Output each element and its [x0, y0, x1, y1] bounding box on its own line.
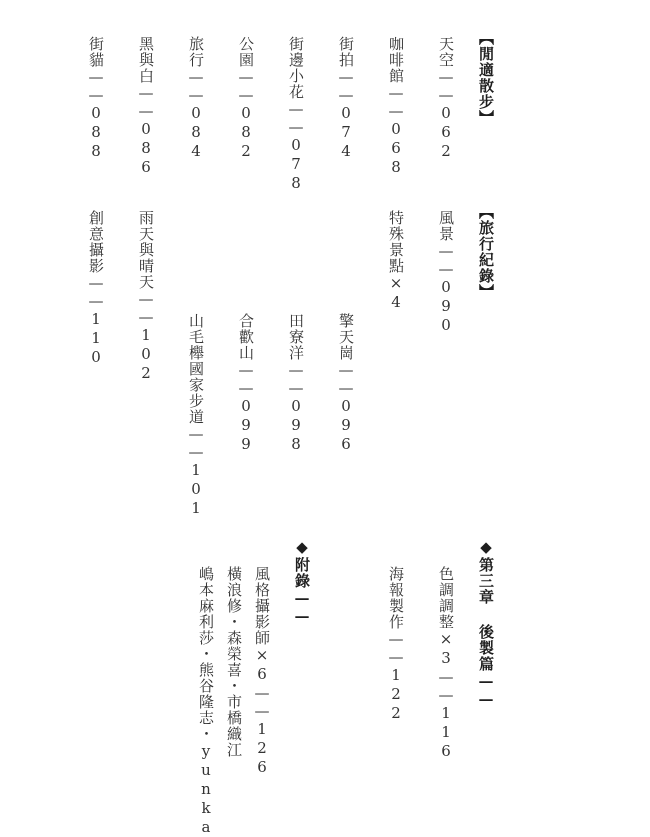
leader-line: ——: [137, 84, 155, 120]
entry-page: 086: [137, 120, 155, 177]
entry-title: 街邊小花: [287, 36, 305, 100]
toc-entry[interactable]: [88, 210, 104, 367]
entry-title: 山毛櫸國家步道: [187, 313, 205, 425]
leader-line: ——: [187, 425, 205, 461]
entry-title: 色調調整×3: [437, 566, 455, 668]
section-heading-leisure: 【閒適散步】: [477, 30, 495, 126]
leader-line: ——: [237, 361, 255, 397]
leader-line: ——: [337, 68, 355, 104]
toc-entry[interactable]: [88, 36, 104, 161]
diamond-icon: ◆: [477, 538, 495, 557]
entry-title: 天空: [437, 36, 455, 68]
photographer-names-line1: 橫浪修・森榮喜・市橋織江: [225, 566, 243, 758]
appendix-heading: [294, 538, 310, 625]
entry-page: 096: [337, 397, 355, 454]
entry-title: 風格攝影師×6: [253, 566, 271, 684]
toc-entry[interactable]: [438, 36, 454, 161]
entry-title: 創意攝影: [87, 210, 105, 274]
leader-line: ——: [237, 68, 255, 104]
leader-line: ——: [287, 361, 305, 397]
entry-title: 合歡山: [237, 313, 255, 361]
toc-entry[interactable]: [338, 313, 354, 454]
leader-line: ——: [293, 589, 311, 625]
toc-entry[interactable]: [338, 36, 354, 161]
chapter-title: 第三章 後製篇: [477, 557, 495, 672]
toc-entry[interactable]: [388, 210, 404, 312]
entry-page: 090: [437, 278, 455, 335]
leader-line: ——: [137, 290, 155, 326]
entry-page: 074: [337, 104, 355, 161]
chapter-heading-postproduction: [478, 538, 494, 708]
entry-page: 062: [437, 104, 455, 161]
leader-line: ——: [387, 84, 405, 120]
entry-title: 咖啡館: [387, 36, 405, 84]
entry-page: 116: [437, 704, 455, 761]
entry-title: 擎天崗: [337, 313, 355, 361]
entry-page: 122: [387, 666, 405, 723]
leader-line: ——: [337, 361, 355, 397]
leader-line: ——: [437, 668, 455, 704]
entry-page: 102: [137, 326, 155, 383]
leader-line: ——: [187, 68, 205, 104]
toc-entry[interactable]: [288, 36, 304, 193]
entry-page: 098: [287, 397, 305, 454]
toc-entry[interactable]: [254, 566, 270, 777]
entry-page: 126: [253, 720, 271, 777]
entry-page: 082: [237, 104, 255, 161]
entry-page: 101: [187, 461, 205, 518]
leader-line: ——: [87, 68, 105, 104]
entry-title: 特殊景點×4: [387, 210, 405, 312]
leader-line: ——: [253, 684, 271, 720]
toc-entry[interactable]: [188, 313, 204, 518]
entry-title: 黑與白: [137, 36, 155, 84]
entry-title: 田寮洋: [287, 313, 305, 361]
entry-title: 街貓: [87, 36, 105, 68]
photographer-names-line2: 嶋本麻利莎・熊谷隆志・yunka: [197, 566, 215, 837]
toc-entry[interactable]: [138, 210, 154, 383]
toc-entry[interactable]: [288, 313, 304, 454]
appendix-title: 附錄: [293, 557, 311, 589]
toc-entry[interactable]: [388, 566, 404, 723]
entry-page: 088: [87, 104, 105, 161]
toc-entry[interactable]: [388, 36, 404, 177]
entry-title: 海報製作: [387, 566, 405, 630]
toc-entry[interactable]: [138, 36, 154, 177]
leader-line: ——: [287, 100, 305, 136]
entry-title: 公園: [237, 36, 255, 68]
toc-entry[interactable]: [438, 566, 454, 761]
entry-title: 街拍: [337, 36, 355, 68]
toc-entry[interactable]: [238, 36, 254, 161]
leader-line: ——: [437, 68, 455, 104]
entry-page: 099: [237, 397, 255, 454]
toc-entry[interactable]: [238, 313, 254, 454]
entry-page: 110: [87, 310, 105, 367]
leader-line: ——: [387, 630, 405, 666]
leader-line: ——: [87, 274, 105, 310]
section-heading-travel: 【旅行紀錄】: [477, 204, 495, 300]
entry-page: 078: [287, 136, 305, 193]
entry-title: 風景: [437, 210, 455, 242]
toc-entry[interactable]: [188, 36, 204, 161]
leader-line: ——: [437, 242, 455, 278]
entry-title: 雨天與晴天: [137, 210, 155, 290]
diamond-icon: ◆: [293, 538, 311, 557]
entry-page: 084: [187, 104, 205, 161]
leader-line: ——: [477, 672, 495, 708]
entry-title: 旅行: [187, 36, 205, 68]
toc-entry[interactable]: [438, 210, 454, 335]
entry-page: 068: [387, 120, 405, 177]
